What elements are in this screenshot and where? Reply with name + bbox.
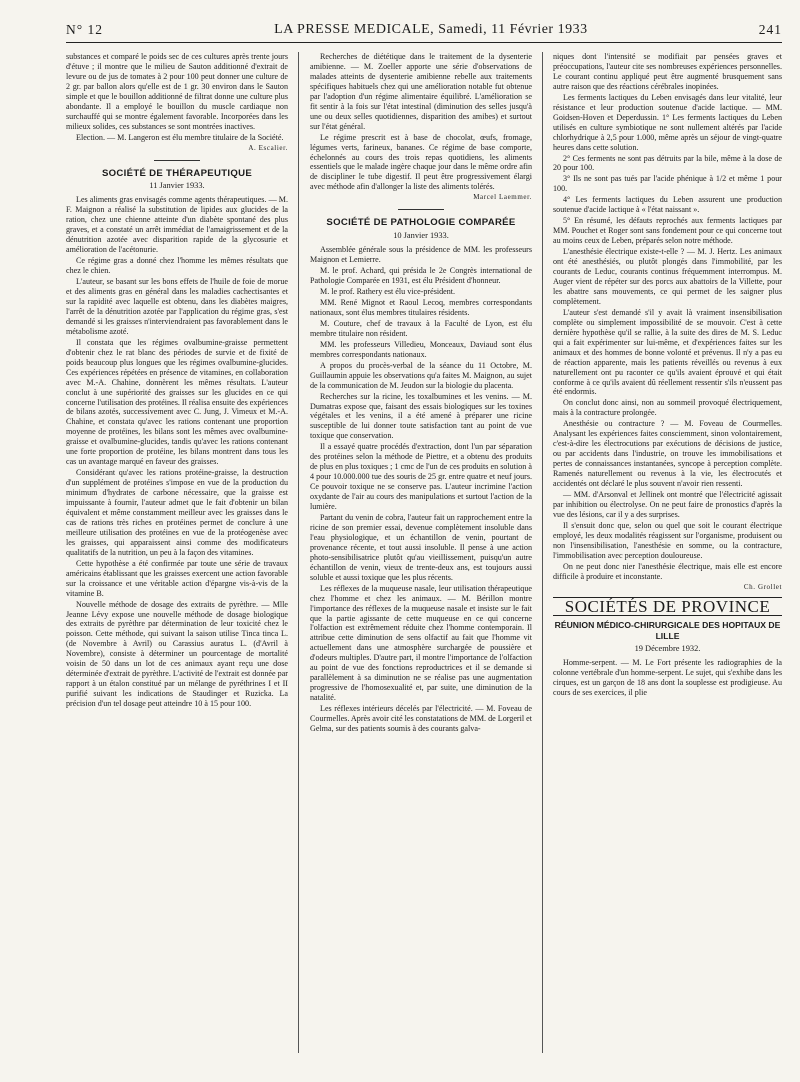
paragraph: Les aliments gras envisagés comme agents thérapeutiques. — M. F. Maignon a réalisé la substitution de lipides aux glucides de la ration, chez une chienne atteinte d'un diabète spontané des plus graves, et a constaté un arrêt immédiat de l'amaigrissement et de la dénutrition azotée avec disparition rapide de la glycosurie et amélioration de l'acétonurie. (66, 195, 288, 255)
paragraph: M. Couture, chef de travaux à la Faculté de Lyon, est élu membre titulaire non résident. (310, 318, 532, 338)
section-date: 19 Décembre 1932. (634, 644, 701, 654)
separator (154, 160, 200, 161)
column-divider (542, 52, 543, 1053)
paragraph: 2° Ces ferments ne sont pas détruits par la bile, même à la dose de 20 pour 100. (553, 153, 782, 173)
column-1 (66, 52, 288, 1073)
paragraph: Considérant qu'avec les rations protéine-graisse, la destruction d'un supplément de protéines s'impose en vue de la production du minimum d'hydrates de carbone nécessaire, que la graisse est impuissante à fournir, l'auteur admet que le fait d'obtenir un bilan équivalent et même constamment meilleur avec les graisses dans le cas de rations très riches en protéines permet de conclure à une meilleure utilisation des protéines en vue de la protéogenèse avec les graisses, qui apparaissent ainsi comme des modificateurs qualitatifs de la nutrition, un peu à la façon des vitamines. (66, 468, 288, 557)
paragraph: Le régime prescrit est à base de chocolat, œufs, fromage, légumes verts, farineux, bananes. Ce régime de base comporte, échelonnés au cours des trois repas quotidiens, les aliments essentiels que le malade ingère chaque jour dans le même ordre afin de discipliner le tube digestif. Il peut être progressivement élargi avec méthode afin d'allonger la liste des aliments tolérés. (310, 132, 532, 192)
section-title: SOCIÉTÉ DE PATHOLOGIE COMPARÉE (326, 217, 516, 229)
paragraph: M. le prof. Rathery est élu vice-président. (320, 287, 456, 297)
page-header (66, 18, 782, 43)
paragraph-election: Election. — M. Langeron est élu membre titulaire de la Société. (76, 132, 284, 142)
journal-title: LA PRESSE MEDICALE, Samedi, 11 Février 1933 (274, 22, 588, 37)
column-3 (553, 52, 782, 1073)
paragraph: On conclut donc ainsi, non au sommeil provoqué électriquement, mais à la contracture prolongée. (553, 398, 782, 418)
paragraph: — MM. d'Arsonval et Jellinek ont montré que l'électricité agissait par inhibition ou électrolyse. On ne peut faire de pronostics d'après la vue des lésions, car il y a des surprises. (553, 489, 782, 519)
section-date: 10 Janvier 1933. (393, 231, 449, 241)
paragraph: 4° Les ferments lactiques du Leben assurent une production soutenue d'acide lactique à « l'état naissant ». (553, 195, 782, 215)
paragraph: L'auteur, se basant sur les bons effets de l'huile de foie de morue et des aliments gras en général dans les maladies cachectisantes et sur la rapidité avec laquelle est obtenu, dans les diabètes maigres, l'arrêt de la dénutrition azotée par l'application du régime gras, s'est demandé si les graisses n'interviendraient pas favorablement dans le métabolisme azoté. (66, 277, 288, 336)
paragraph: Cette hypothèse a été confirmée par toute une série de travaux américains établissant que les graisses exercent une action favorable sur la croissance et une véritable action d'épargne vis-à-vis de la vitamine B. (66, 558, 288, 598)
signature: Ch. Grollet (743, 582, 782, 591)
paragraph: Anesthésie ou contracture ? — M. Foveau de Courmelles. Analysant les expériences faites consciemment, sinon volontairement, c'est-à-dire les électrocutions par exécutions de décisions de justice, ou par accidents dans l'industrie, on trouve les immobilisations et pertes de connaissances instantanées, syncope à perception complète. Ramenés naturellement ou revenus à la vie, les électrocutés et accidentés ont déclaré le plus souvent n'avoir rien ressenti. (553, 419, 782, 489)
section-title: SOCIÉTÉ DE THÉRAPEUTIQUE (101, 167, 253, 179)
paragraph: Homme-serpent. — M. Le Fort présente les radiographies de la colonne vertébrale d'un homme-serpent. Le sujet, qui s'exhibe dans les cirques, est un garçon de 18 ans dont la souplesse est prodigieuse. Au cours de ses exercices, il plie (553, 658, 782, 698)
paragraph: L'auteur s'est demandé s'il y avait là vraiment insensibilisation complète ou simplement impossibilité de se mouvoir. C'est à cette dernière hypothèse qu'il se rallie, à la suite des dires de M. S. Leduc qui a fait expérimenter sur lui-même, et d'expériences faites sur les animaux et des hommes de bonne volonté et prévenus. Il n'y a pas eu de réaction apparente, mais les patients réveillés ou revenus à eux naturellement ont pu raconter ce qu'ils avaient éprouvé et qui était conforme à ce qu'ils avaient dû réellement ressentir s'ils n'eussent pas été endormis. (553, 307, 782, 397)
separator (398, 209, 444, 210)
paragraph: On ne peut donc nier l'anesthésie électrique, mais elle est encore difficile à produire et inconstante. (553, 561, 782, 581)
column-2 (310, 52, 532, 1073)
column-divider (298, 52, 299, 1053)
paragraph: MM. René Mignot et Raoul Lecoq, membres correspondants nationaux, sont élus membres titulaires résidents. (310, 297, 532, 317)
journal-page (66, 18, 782, 1073)
paragraph: Les ferments lactiques du Leben envisagés dans leur vitalité, leur résistance et leur production soutenue d'acide lactique. — MM. Goidsen-Hoven et Deperdussin. 1° Les ferments lactiques du Leben utilisés en culture symbiotique ne sont nullement altérés par l'acide chlorhydrique à 2,5 pour 1.000, même après un séjour de vingt-quatre heures dans cette solution. (553, 92, 782, 152)
paragraph: 5° En résumé, les défauts reprochés aux ferments lactiques par MM. Pouchet et Roger sont sans fondement pour ce qui concerne tout au moins ceux de Leben, préparés selon notre méthode. (553, 216, 782, 246)
paragraph: Assemblée générale sous la présidence de MM. les professeurs Maignon et Lemierre. (310, 245, 532, 265)
paragraph: Partant du venin de cobra, l'auteur fait un rapprochement entre la ricine de son premier essai, devenue complètement insoluble dans l'eau physiologique, et un échantillon de venin, pourtant de provenance récente, et tout aussi insoluble. Il pense à une action photo-sensibilisatrice plutôt qu'au vieillissement, puisqu'un autre échantillon de venin, vieux de trente-deux ans, est toujours aussi soluble et aussi toxique que les plus récents. (310, 512, 532, 582)
paragraph: Les réflexes intérieurs décelés par l'électricité. — M. Foveau de Courmelles. Après avoir cité les constatations de MM. de Lorgeril et Gelma, sur des patients soumis à des courants galva- (310, 704, 532, 733)
columns (66, 52, 782, 1073)
signature: A. Escalier. (248, 143, 288, 152)
paragraph: Recherches sur la ricine, les toxalbumines et les venins. — M. Dumatras expose que, faisant des essais biologiques sur les toxines végétales et les venins, il a été amené à préparer une ricine susceptible de lui donner toute satisfaction tant au point de vue toxique que conservation. (310, 391, 532, 441)
paragraph: MM. les professeurs Villedieu, Monceaux, Daviaud sont élus membres correspondants nationaux. (310, 339, 532, 359)
issue-number: N° 12 (66, 22, 104, 37)
paragraph: Ce régime gras a donné chez l'homme les mêmes résultats que chez le chien. (66, 256, 288, 276)
section-date: 11 Janvier 1933. (149, 181, 205, 191)
paragraph: Il constata que les régimes ovalbumine-graisse permettent d'obtenir chez le rat blanc des périodes de survie et de fixité de poids beaucoup plus longues que les régimes ovalbumine-glucides. Ces expériences répétées en présence de vitamines, en collaboration avec M.-A. Chahine, donnèrent les mêmes résultats. L'auteur conclut à une supériorité des graisses sur les glucides en ce qui concerne l'utilisation des protéines. Il réalisa ensuite des expériences de bilans azotés, successivement avec C. Jung, J. Vimeux et M.-A. Chahine, et constata qu'avec les rations contenant une proportion moyenne de protéines, les bilans sont les mêmes avec ovalbumine-graisse et ovalbumine-glucides, tandis qu'avec les rations contenant une forte proportion de protéine, les bilans montrent dans tous les cas un avantage marqué en faveur des graisses. (66, 337, 288, 467)
paragraph: substances et comparé le poids sec de ces cultures après trente jours d'étuve ; il montre que le milieu de Sauton additionné d'extrait de levure ou de jus de tomates à 2 pour 100 peut donner une culture de 2 gr. par ballon alors qu'elle est de 1 gr. 30 environ dans le Sauton simple et que le bouillon additionné de filtrat donne une culture plus abondante. Il a employé le bouillon du muscle cardiaque non surchauffé qui se montre également favorable. Incorporées dans les milieux solides, ces substances se sont montrées inactives. (66, 52, 288, 131)
signature: Marcel Laemmer. (473, 193, 532, 202)
paragraph: Nouvelle méthode de dosage des extraits de pyrèthre. — Mlle Jeanne Lévy expose une nouvelle méthode de dosage biologique des extraits de pyrèthre par détermination de leur toxicité chez le poisson. Cette méthode, qui suivant la saison utilise Tinca tinca L. (de Novembre à Avril) ou Carassius auratus L. (d'Avril à Novembre), consiste à déterminer un pourcentage de mortalité voisin de 50 dans un lot de ces animaux ayant reçu une dose déterminée d'extrait de pyrèthre. L'activité de l'extrait est donnée par rapport à un étalon constitué par un mélange de pyréthrines I et II purifié suivant les indications de Staudinger et Ruzicka. La précision d'un tel dosage peut atteindre 10 à 15 pour 100. (66, 599, 288, 709)
paragraph: L'anesthésie électrique existe-t-elle ? — M. J. Hertz. Les animaux ont été anesthésiés, ou plutôt plongés dans l'immobilité, par les courants de Leduc, courants continus fréquemment interrompus. M. Auger vient de répéter sur des porcs aux abattoirs de la Villette, pour les abattre sans mouvements, ce qui permet de les saigner plus complètement. (553, 247, 782, 306)
page-number: 241 (758, 22, 782, 37)
paragraph: niques dont l'intensité se modifiait par pensées graves et préoccupations, l'auteur cite ses nombreuses expériences personnelles. Le courant continu appliqué peut être augmenté brusquement sans autre raison que des réactions cérébrales inopinées. (553, 52, 782, 91)
paragraph: Il s'ensuit donc que, selon ou quel que soit le courant électrique employé, les deux modalités réagissent sur l'organisme, produisent ou non l'insensibilisation, l'anesthésie en somme, ou la contracture, l'immobilisation avec perception douloureuse. (553, 520, 782, 560)
paragraph: 3° Ils ne sont pas tués par l'acide phénique à 1/2 et même 1 pour 100. (553, 174, 782, 194)
section-banner-title: SOCIÉTÉS DE PROVINCE (553, 597, 782, 617)
section-title: RÉUNION MÉDICO-CHIRURGICALE DES HOPITAUX DE LILLE (554, 620, 781, 642)
paragraph: Recherches de diététique dans le traitement de la dysenterie amibienne. — M. Zoeller apporte une série d'observations de malades atteints de dysenterie amibienne rebelle aux traitements spécifiques habituels chez qui une amélioration notable fut obtenue par l'adoption d'un régime alimentaire équilibré. L'amélioration se fit sentir à la fois sur l'état intestinal (diminution des selles jusqu'à une ou deux selles quotidiennes, disparition des amibes) et surtout sur l'état général. (310, 52, 532, 131)
paragraph: Il a essayé quatre procédés d'extraction, dont l'un par séparation des protéines selon la méthode de Piettre, et a obtenu des produits de plus en plus toxiques ; 1 cmc de l'un de ces produits en solution à 4 pour 10.000.000 tue des souris de 25 gr. entre quatre et neuf jours. Ce pouvoir toxique ne se conserve pas. L'auteur incrimine l'action oxydante de l'air au cours des manipulations et surtout l'action de la lumière. (310, 442, 532, 512)
paragraph: Les réflexes de la muqueuse nasale, leur utilisation thérapeutique chez l'homme et chez les animaux. — M. Bérillon montre l'importance des réflexes de la muqueuse nasale et insiste sur le fait que la partie agissante de cette muqueuse en ce qui concerne l'olfaction est extrêmement réduite chez l'homme contemporain. Il attribue cette diminution de sens olfactif au fait que l'homme vit actuellement dans une atmosphère surchargée de poussière et d'odeurs multiples. D'autre part, il montre l'importance de l'olfaction au point de vue des fonctions reproductrices et il se demande si parallèlement à sa diminution ne se réalise pas une augmentation progressive de l'homosexualité et, par suite, une diminution de la natalité. (310, 583, 532, 703)
paragraph: A propos du procès-verbal de la séance du 11 Octobre, M. Guillaumin appuie les observations qu'a faites M. Maignon, au sujet de la communication de M. Jeudon sur la biologie du placenta. (310, 360, 532, 390)
paragraph: M. le prof. Achard, qui présida le 2e Congrès international de Pathologie Comparée en 1931, est élu Président d'honneur. (310, 266, 532, 286)
